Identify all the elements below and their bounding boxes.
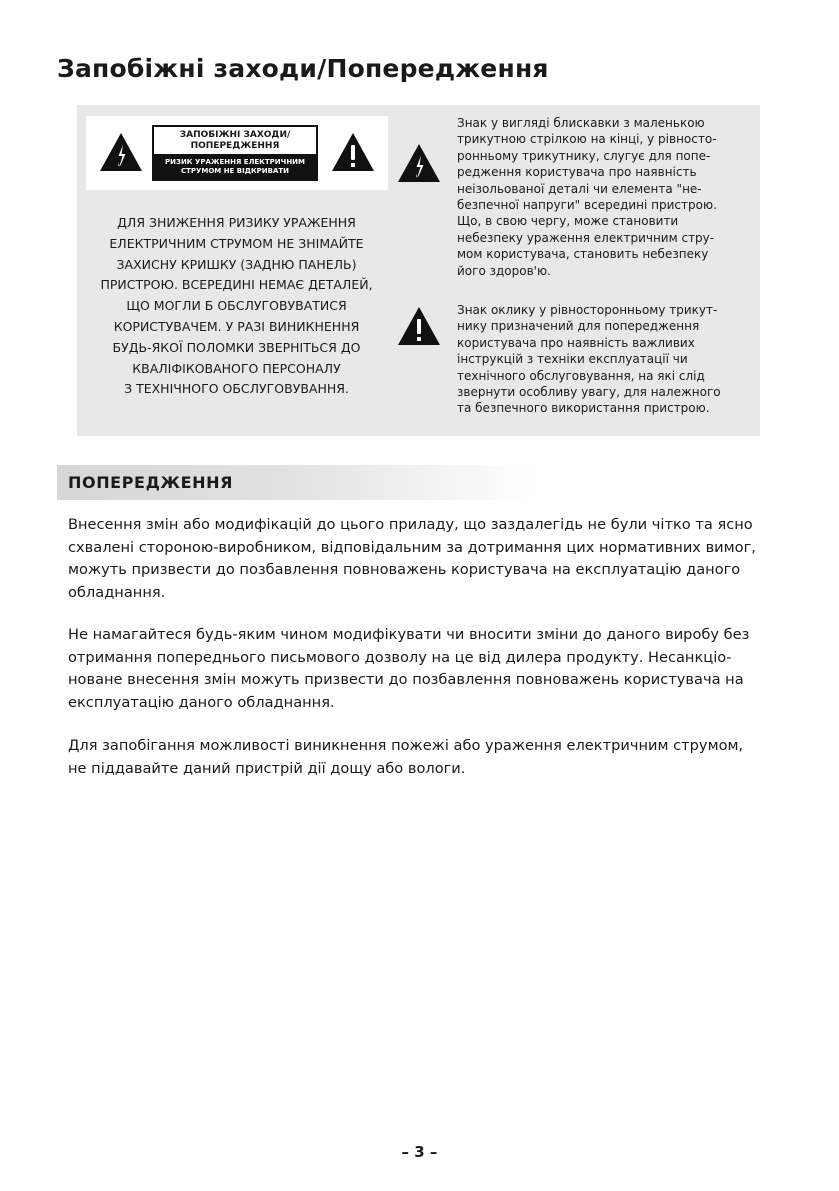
paragraph-line: обладнання. [68, 583, 166, 601]
paragraph-line: Для запобігання можливості виникнення пожежі або ураження електричним струмом, [68, 737, 744, 754]
lightning-triangle-icon [99, 132, 143, 172]
caution-label [86, 116, 388, 190]
exclamation-desc-line: Знак оклику у рівносторонньому трикут- [457, 303, 718, 317]
paragraph-line: експлуатацію даного обладнання. [68, 693, 335, 711]
lightning-desc-line: редження користувача про наявність [457, 165, 697, 180]
exclamation-desc-line: користувача про наявність важливих [457, 335, 695, 350]
exclamation-desc-line: звернути особливу увагу, для належного [457, 385, 721, 400]
exclamation-desc-line: інструкцій з техніки експлуатації чи [457, 352, 688, 367]
caution-line: БУДЬ-ЯКОЇ ПОЛОМКИ ЗВЕРНІТЬСЯ ДО [112, 339, 361, 355]
caution-line: ДЛЯ ЗНИЖЕННЯ РИЗИКУ УРАЖЕННЯ [117, 215, 356, 230]
exclamation-desc-line: нику призначений для попередження [457, 319, 700, 334]
lightning-desc-line: Знак у вигляді блискавки з маленькою [457, 116, 705, 130]
paragraph-line: Внесення змін або модифікацій до цього приладу, що заздалегідь не були чітко та ясно [68, 516, 753, 533]
paragraph-line: схвалені стороною-виробником, відповідальним за дотримання цих нормативних вимог, [68, 538, 756, 556]
lightning-desc-line: ронньому трикутнику, слугує для попе- [457, 148, 711, 163]
caution-text [77, 213, 396, 400]
caution-line: ЩО МОГЛИ Б ОБСЛУГОВУВАТИСЯ [126, 298, 347, 314]
section-heading-bar [57, 465, 533, 500]
caution-label-header-line: ЗАПОБІЖНІ ЗАХОДИ/ [179, 129, 291, 140]
caution-label-header-line: ПОПЕРЕДЖЕННЯ [190, 140, 280, 151]
safety-warning-box [77, 105, 760, 436]
paragraph-line: отримання попереднього письмового дозволу на це від дилера продукту. Несанкціо- [68, 648, 732, 666]
paragraph [68, 735, 808, 780]
lightning-triangle-icon [397, 143, 441, 183]
lightning-desc-line: неізольованої деталі чи елемента "не- [457, 181, 702, 196]
lightning-desc-line: трикутною стрілкою на кінці, у рівносто- [457, 132, 717, 147]
exclamation-triangle-icon [397, 306, 441, 346]
caution-line: З ТЕХНІЧНОГО ОБСЛУГОВУВАННЯ. [124, 381, 349, 397]
caution-label-footer-line: СТРУМОМ НЕ ВІДКРИВАТИ [180, 166, 290, 175]
page-title: Запобіжні заходи/Попередження [57, 54, 549, 83]
paragraph [68, 624, 808, 714]
caution-line: ЗАХИСНУ КРИШКУ (ЗАДНЮ ПАНЕЛЬ) [116, 256, 357, 272]
section-heading: ПОПЕРЕДЖЕННЯ [68, 473, 234, 492]
paragraph-line: Не намагайтеся будь-яким чином модифікувати чи вносити зміни до даного виробу без [68, 626, 750, 643]
exclamation-triangle-icon [331, 132, 375, 172]
caution-label-banner [152, 125, 318, 181]
exclamation-desc-line: та безпечного використання пристрою. [457, 401, 710, 416]
lightning-desc-line: мом користувача, становить небезпеку [457, 247, 709, 262]
lightning-desc-line: небезпеку ураження електричним стру- [457, 230, 715, 245]
page-number: – 3 – [401, 1143, 438, 1161]
caution-line: ПРИСТРОЮ. ВСЕРЕДИНІ НЕМАЄ ДЕТАЛЕЙ, [100, 277, 373, 293]
caution-line: КОРИСТУВАЧЕМ. У РАЗІ ВИНИКНЕННЯ [113, 318, 360, 334]
lightning-desc-line: безпечної напруги" всередині пристрою. [457, 198, 717, 213]
caution-label-footer-line: РИЗИК УРАЖЕННЯ ЕЛЕКТРИЧНИМ [164, 157, 306, 166]
lightning-desc-line: його здоров'ю. [457, 263, 551, 278]
caution-line: КВАЛІФІКОВАНОГО ПЕРСОНАЛУ [132, 360, 341, 376]
exclamation-desc-line: технічного обслуговування, на які слід [457, 368, 705, 383]
paragraph [68, 514, 808, 604]
paragraph-line: можуть призвести до позбавлення повноважень користувача на експлуатацію даного [68, 561, 741, 578]
caution-line: ЕЛЕКТРИЧНИМ СТРУМОМ НЕ ЗНІМАЙТЕ [109, 235, 364, 251]
paragraph-line: не піддавайте даний пристрій дії дощу або вологи. [68, 759, 466, 777]
lightning-desc-line: Що, в свою чергу, може становити [457, 214, 679, 229]
paragraph-line: новане внесення змін можуть призвести до позбавлення повноважень користувача на [68, 671, 744, 688]
